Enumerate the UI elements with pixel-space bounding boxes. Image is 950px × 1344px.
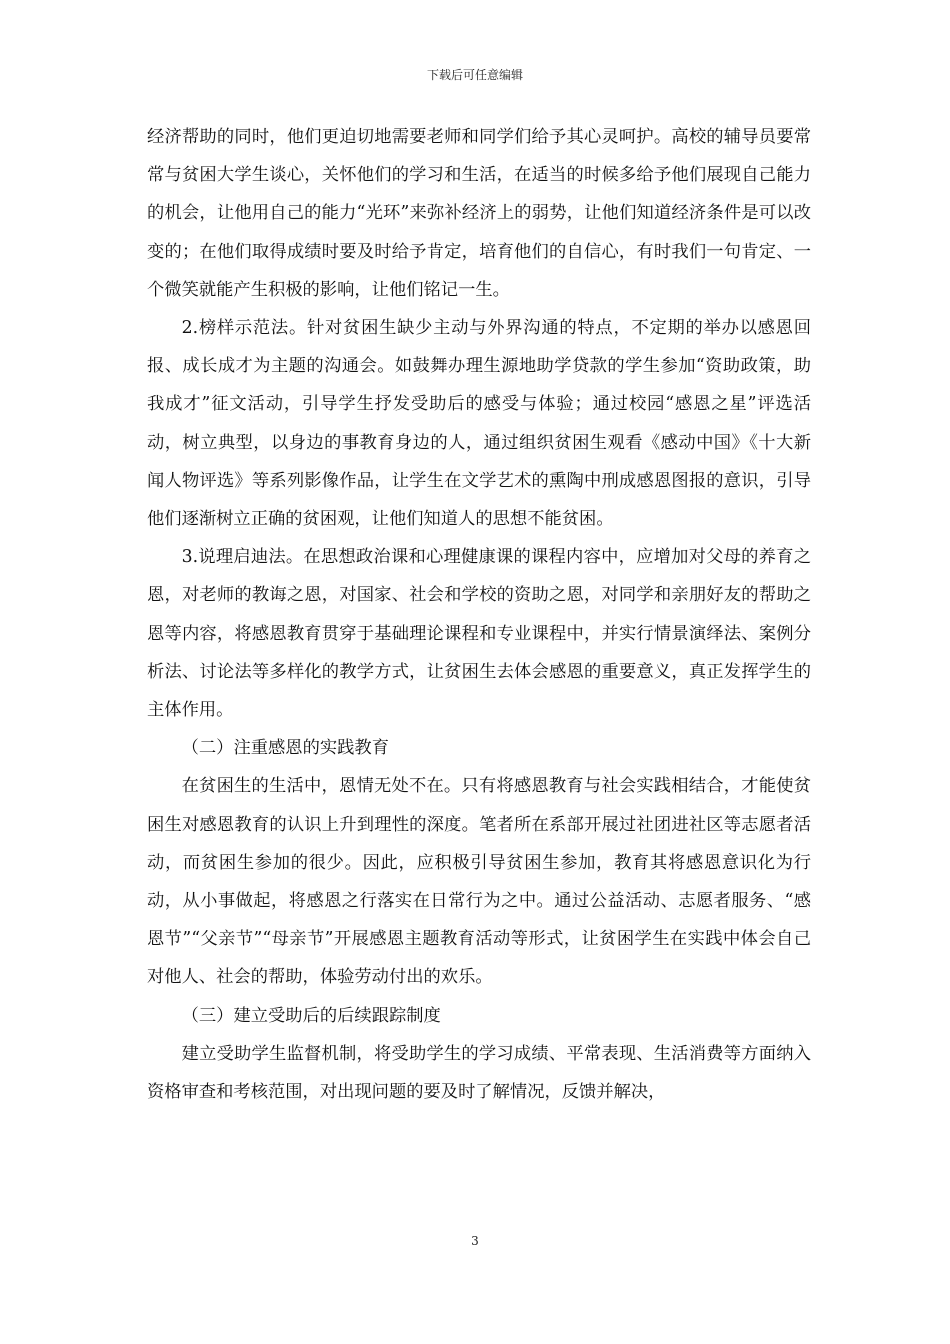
- page-number: 3: [471, 1234, 479, 1248]
- paragraph-practice-education: 在贫困生的生活中，恩情无处不在。只有将感恩教育与社会实践相结合，才能使贫困生对感恩教育的认识上升到理性的深度。笔者所在系部开展过社团进社区等志愿者活动，而贫困生参加的很少。因此，应积极引导贫困生参加，教育其将感恩意识化为行动，从小事做起，将感恩之行落实在日常行为之中。通过公益活动、志愿者服务、“感恩节”“父亲节”“母亲节”开展感恩主题教育活动等形式，让贫困学生在实践中体会自己对他人、社会的帮助，体验劳动付出的欢乐。: [147, 776, 811, 988]
- paragraph-continuation: 经济帮助的同时，他们更迫切地需要老师和同学们给予其心灵呵护。高校的辅导员要常常与贫困大学生谈心，关怀他们的学习和生活，在适当的时候多给予他们展现自己能力的机会，让他用自己的能力“光环”来弥补经济上的弱势，让他们知道经济条件是可以改变的；在他们取得成绩时要及时给予肯定，培育他们的自信心，有时我们一句肯定、一个微笑就能产生积极的影响，让他们铭记一生。: [147, 127, 811, 300]
- page-header: 下载后可任意编辑: [426, 68, 523, 82]
- section-heading-follow-up-system: （三）建立受助后的后续跟踪制度: [181, 1005, 441, 1026]
- document-body: [147, 118, 811, 1111]
- paragraph-role-model-method: 2.榜样示范法。针对贫困生缺少主动与外界沟通的特点，不定期的举办以感恩回报、成长成才为主题的沟通会。如鼓舞办理生源地助学贷款的学生参加“资助政策，助我成才”征文活动，引导学生抒发受助后的感受与体验；通过校园“感恩之星”评选活动，树立典型，以身边的事教育身边的人，通过组织贫困生观看《感动中国》《十大新闻人物评选》等系列影像作品，让学生在文学艺术的熏陶中刑成感恩图报的意识，引导他们逐渐树立正确的贫困观，让他们知道人的思想不能贫困。: [147, 318, 811, 530]
- section-heading-practice-education: （二）注重感恩的实践教育: [181, 738, 389, 759]
- paragraph-follow-up-system: 建立受助学生监督机制，将受助学生的学习成绩、平常表现、生活消费等方面纳入资格审查和考核范围，对出现问题的要及时了解情况，反馈并解决，: [147, 1043, 811, 1103]
- paragraph-reasoning-method: 3.说理启迪法。在思想政治课和心理健康课的课程内容中，应增加对父母的养育之恩，对老师的教诲之恩，对国家、社会和学校的资助之恩，对同学和亲朋好友的帮助之恩等内容，将感恩教育贯穿于基础理论课程和专业课程中，并实行情景演绎法、案例分析法、讨论法等多样化的教学方式，让贫困生去体会感恩的重要意义，真正发挥学生的主体作用。: [147, 547, 811, 721]
